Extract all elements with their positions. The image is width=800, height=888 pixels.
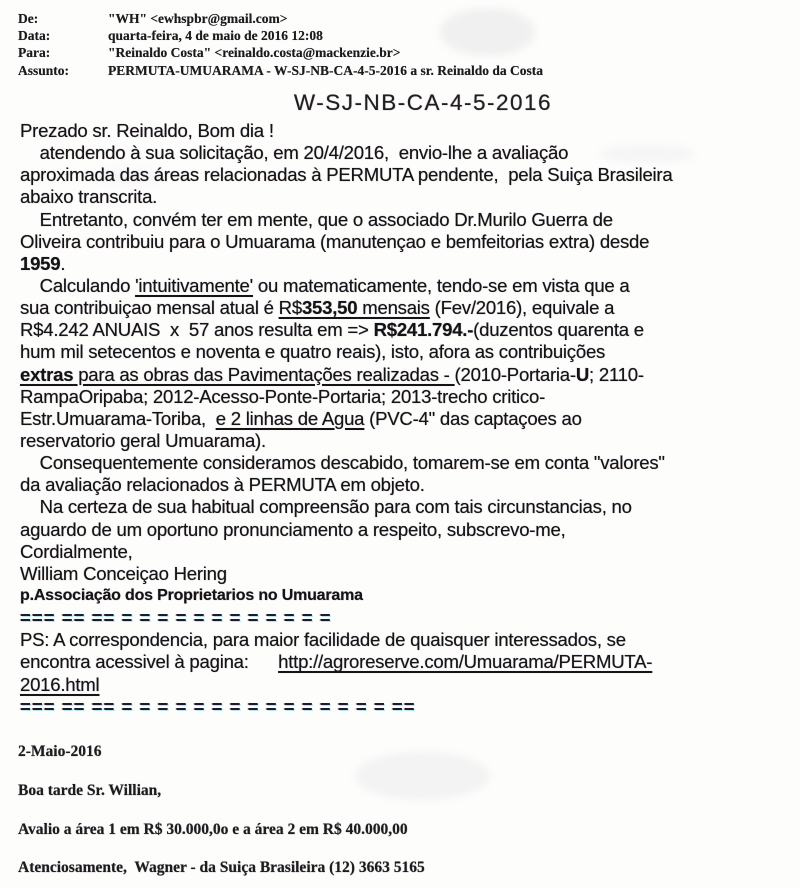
text-segment: R$4.242 ANUAIS x 57 anos resulta em =>: [20, 319, 374, 341]
header-field-label: De:: [18, 11, 39, 26]
header-field-row: [18, 27, 543, 44]
body-line: [20, 541, 792, 563]
text-segment: 1959: [20, 252, 61, 274]
header-field-label: Para:: [18, 45, 51, 61]
text-segment: extras: [20, 363, 74, 385]
text-segment: Calculando: [20, 274, 136, 296]
page-title: W-SJ-NB-CA-4-5-2016: [293, 90, 553, 115]
text-segment: === == == = = = = = = = = = = = =: [20, 607, 332, 629]
body-line: [20, 563, 792, 585]
reply-line: 2-Maio-2016: [18, 743, 102, 760]
separator-line: [20, 607, 792, 629]
text-segment: sua contribuiçao mensal atual é: [20, 297, 279, 319]
body-line: [20, 253, 792, 275]
body-line: [20, 519, 792, 541]
text-segment: reservatorio geral Umuarama).: [20, 429, 266, 451]
body-line: [20, 164, 792, 186]
text-segment: aproximada das áreas relacionadas à PERMUTA pendente, pela Suiça Brasileira: [20, 164, 673, 186]
body-line: [20, 452, 792, 474]
text-segment: 'intuitivamente': [135, 274, 253, 296]
text-segment: Consequentemente consideramos descabido, tomarem-se em conta "valores": [20, 452, 665, 474]
text-segment: === == == = = = = = = = = = = = = = = = ==: [20, 695, 416, 717]
text-segment: para as obras das Pavimentações realizadas -: [73, 363, 455, 385]
body-line: [20, 474, 792, 496]
text-segment: 353,50: [301, 297, 358, 319]
email-header: [18, 10, 543, 79]
body-line: [20, 408, 792, 430]
text-segment: .: [60, 252, 66, 274]
text-segment: William Conceiçao Hering: [20, 562, 227, 584]
body-line: [20, 651, 792, 673]
text-segment: Entretanto, convém ter em mente, que o associado Dr.Murilo Guerra de: [20, 208, 613, 230]
header-field-row: [18, 62, 543, 79]
text-segment: Cordialmente,: [20, 540, 133, 562]
text-segment: encontra acessivel à pagina:: [20, 651, 279, 673]
text-segment: R$: [278, 297, 302, 319]
body-line: [20, 120, 792, 142]
body-line: [20, 386, 792, 408]
reply-section: [18, 733, 425, 888]
text-segment: Oliveira contribuiu para o Umuarama (manutençao e bemfeitorias extra) desde: [20, 230, 650, 252]
text-segment: da avaliação relacionados à PERMUTA em objeto.: [20, 474, 425, 496]
email-body: [20, 120, 792, 718]
body-line: [20, 585, 792, 607]
text-segment: ou matematicamente, tendo-se em vista que a: [252, 274, 630, 296]
text-segment: ; 2110-: [589, 363, 644, 385]
text-segment: Na certeza de sua habitual compreensão para com tais circunstancias, no: [20, 496, 632, 518]
body-line: [20, 341, 792, 363]
text-segment: (2010-Portaria-: [454, 363, 576, 385]
text-segment: RampaOripaba; 2012-Acesso-Ponte-Portaria; 2013-trecho critico-: [20, 385, 546, 407]
body-line: [20, 496, 792, 518]
text-segment: mensais: [357, 297, 430, 319]
text-segment: R$241.794.-: [373, 319, 474, 341]
text-segment: p.Associação dos Proprietarios no Umuarama: [20, 586, 363, 604]
reply-line: Boa tarde Sr. Willian,: [18, 781, 162, 799]
page-link[interactable]: 2016.html: [20, 673, 100, 695]
header-field-label: Data:: [18, 28, 51, 44]
text-segment: atendendo à sua solicitação, em 20/4/2016, envio-lhe a avaliação: [20, 142, 569, 164]
body-line: [20, 364, 792, 386]
body-line: [20, 674, 792, 696]
reply-line: Atenciosamente, Wagner - da Suiça Brasileira (12) 3663 5165: [18, 859, 425, 877]
text-segment: U: [575, 363, 590, 385]
header-field-value: quarta-feira, 4 de maio de 2016 12:08: [108, 28, 323, 44]
body-line: [20, 629, 792, 651]
page-link[interactable]: http://agroreserve.com/Umuarama/PERMUTA-: [278, 651, 653, 673]
header-field-value: PERMUTA-UMUARAMA - W-SJ-NB-CA-4-5-2016 a sr. Reinaldo da Costa: [108, 62, 543, 78]
header-field-value: "WH" <ewhspbr@gmail.com>: [108, 11, 288, 26]
text-segment: (Fev/2016), equivale a: [429, 297, 615, 319]
text-segment: aguardo de um oportuno pronunciamento a respeito, subscrevo-me,: [20, 518, 566, 540]
reply-line: Avalio a área 1 em R$ 30.000,0o e a área 2 em R$ 40.000,00: [18, 820, 408, 838]
body-line: [20, 186, 792, 208]
text-segment: abaixo transcrita.: [20, 186, 158, 208]
body-line: [20, 319, 792, 341]
body-line: [20, 142, 792, 164]
header-field-label: Assunto:: [18, 62, 70, 78]
text-segment: hum mil setecentos e noventa e quatro reais), isto, afora as contribuições: [20, 341, 606, 363]
header-field-row: [18, 10, 543, 27]
text-segment: PS: A correspondencia, para maior facilidade de quaisquer interessados, se: [20, 629, 626, 651]
body-line: [20, 209, 792, 231]
header-field-row: [18, 44, 543, 61]
text-segment: (PVC-4" das captaçoes ao: [364, 407, 582, 429]
header-field-value: "Reinaldo Costa" <reinaldo.costa@mackenzie.br>: [108, 45, 401, 61]
body-line: [20, 275, 792, 297]
body-line: [20, 297, 792, 319]
separator-line: [20, 696, 792, 718]
body-line: [20, 231, 792, 253]
text-segment: Prezado sr. Reinaldo, Bom dia !: [20, 120, 274, 141]
text-segment: Estr.Umuarama-Toriba,: [20, 407, 216, 429]
text-segment: e 2 linhas de Agua: [215, 407, 365, 429]
body-line: [20, 430, 792, 452]
text-segment: (duzentos quarenta e: [473, 319, 644, 341]
